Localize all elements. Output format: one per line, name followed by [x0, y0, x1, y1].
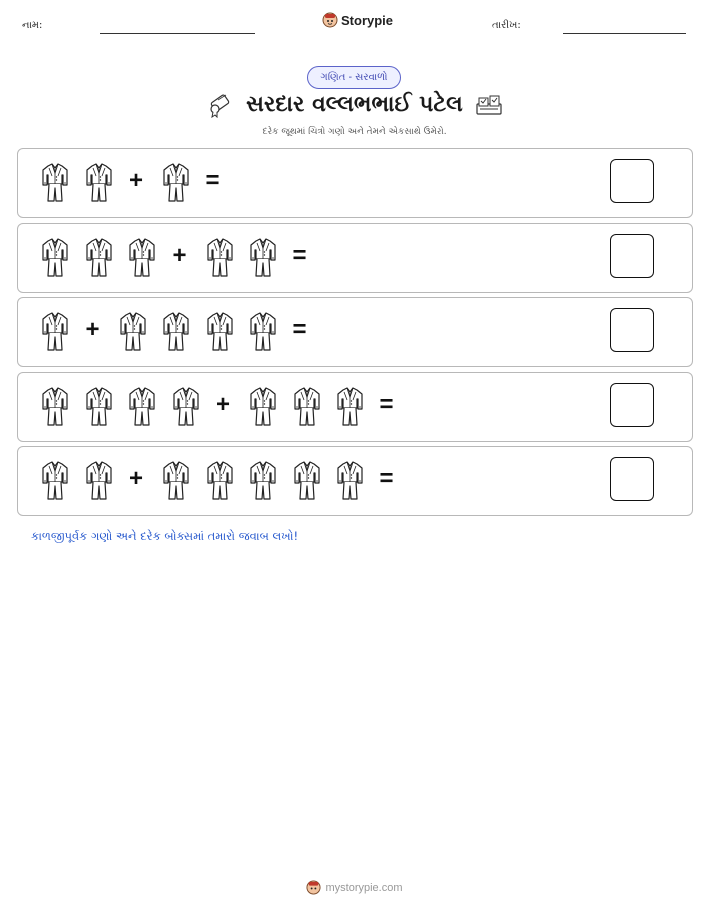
suit-icon	[248, 312, 278, 352]
suit-icon	[248, 238, 278, 278]
footer	[0, 880, 709, 895]
topic-badge: ગણિત - સરવાળો	[307, 66, 401, 89]
answer-box[interactable]	[610, 308, 654, 352]
suit-icon	[335, 461, 365, 501]
brand-name: Storypie	[341, 12, 394, 28]
answer-box[interactable]	[610, 159, 654, 203]
suit-icon	[292, 387, 322, 427]
equals-sign: =	[205, 167, 220, 194]
suit-icon	[84, 387, 114, 427]
suit-icon	[84, 238, 114, 278]
suit-icon	[40, 312, 70, 352]
storypie-mascot-icon	[306, 880, 321, 895]
suit-icon	[127, 238, 157, 278]
suit-icon	[84, 461, 114, 501]
suit-icon	[40, 238, 70, 278]
bottom-instruction: કાળજીપૂર્વક ગણો અને દરેક બોક્સમાં તમારો જવાબ લખો!	[31, 529, 299, 543]
equals-sign: =	[379, 465, 394, 492]
suit-icon	[40, 163, 70, 203]
suit-icon	[292, 461, 322, 501]
title-row	[0, 90, 709, 118]
suit-icon	[84, 163, 114, 203]
problem-row	[17, 148, 693, 218]
suit-icon	[205, 461, 235, 501]
storypie-mascot-icon	[322, 12, 338, 28]
answer-box[interactable]	[610, 383, 654, 427]
vote-ballot-icon	[475, 92, 503, 116]
problem-row	[17, 223, 693, 293]
date-field[interactable]	[563, 33, 686, 34]
plus-sign: +	[172, 241, 187, 269]
date-label: તારીખ:	[492, 20, 521, 31]
suit-icon	[205, 238, 235, 278]
worksheet-header	[0, 0, 709, 50]
brand-logo	[322, 12, 393, 28]
plus-sign: +	[85, 316, 100, 343]
suit-icon	[161, 163, 191, 203]
equals-sign: =	[379, 390, 394, 418]
suit-icon	[127, 387, 157, 427]
problem-row	[17, 297, 693, 367]
answer-box[interactable]	[610, 457, 654, 501]
suit-icon	[248, 387, 278, 427]
suit-icon	[118, 312, 148, 352]
diploma-scroll-icon	[206, 90, 234, 118]
problem-row	[17, 446, 693, 516]
name-label: નામ:	[22, 20, 43, 31]
suit-icon	[161, 312, 191, 352]
problem-row	[17, 372, 693, 442]
suit-icon	[40, 461, 70, 501]
plus-sign: +	[128, 167, 143, 194]
suit-icon	[248, 461, 278, 501]
suit-icon	[40, 387, 70, 427]
equals-sign: =	[292, 316, 307, 343]
plus-sign: +	[128, 465, 143, 492]
suit-icon	[335, 387, 365, 427]
footer-url[interactable]: mystorypie.com	[325, 881, 403, 894]
page-title: સરદાર વલ્લભભાઈ પટેલ	[246, 91, 463, 117]
plus-sign: +	[215, 390, 230, 418]
instructions-subtitle: દરેક જૂથમાં ચિત્રો ગણો અને તેમને એકસાથે ઉમેરો.	[262, 127, 447, 137]
suit-icon	[171, 387, 201, 427]
suit-icon	[161, 461, 191, 501]
name-field[interactable]	[100, 33, 255, 34]
equals-sign: =	[292, 241, 307, 269]
suit-icon	[205, 312, 235, 352]
answer-box[interactable]	[610, 234, 654, 278]
